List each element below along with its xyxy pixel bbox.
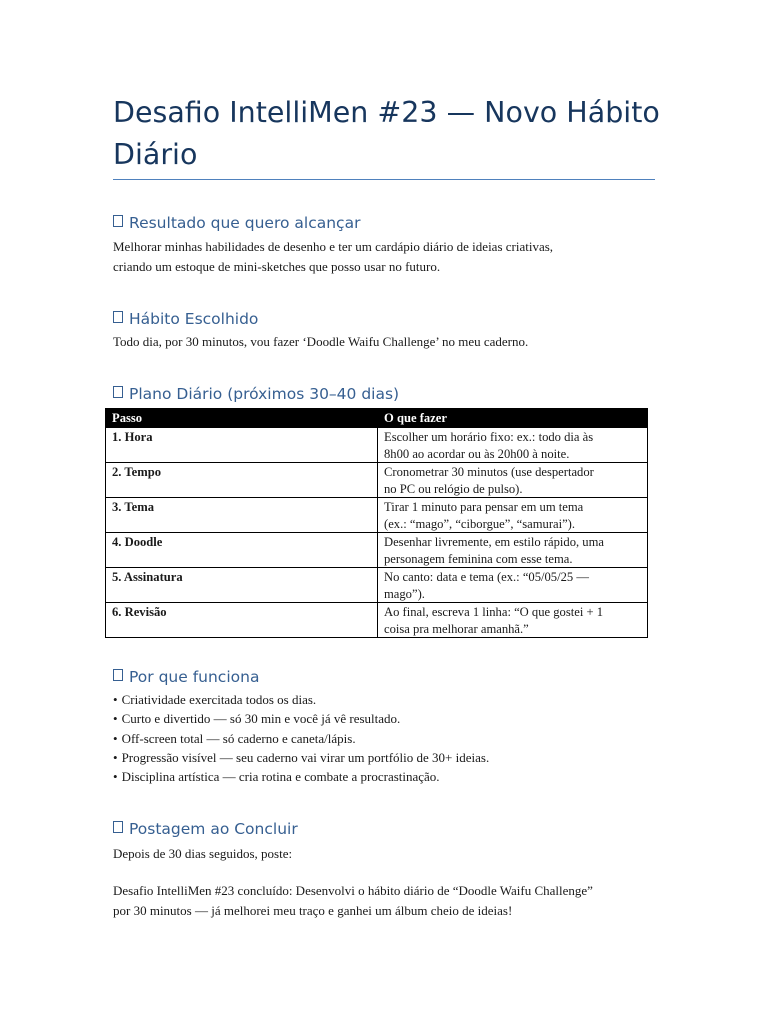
list-item-text: Off-screen total — só caderno e caneta/lápis. (121, 730, 356, 746)
action-line: personagem feminina com esse tema. (384, 551, 573, 566)
step-cell: 1. Hora (106, 428, 378, 463)
action-line: (ex.: “mago”, “ciborgue”, “samurai”). (384, 516, 576, 531)
bullet-icon: • (113, 769, 118, 785)
action-line: coisa pra melhorar amanhã.” (384, 621, 529, 636)
title-underline (113, 179, 655, 180)
list-item (113, 767, 489, 786)
action-line: Escolher um horário fixo: ex.: todo dia às (384, 430, 594, 444)
document-title: Desafio IntelliMen #23 — Novo Hábito Diário (113, 96, 660, 171)
heading-porque-text: Por que funciona (129, 668, 260, 686)
postagem-line-1: Desafio IntelliMen #23 concluído: Desenvolvi o hábito diário de “Doodle Waifu Challenge” (113, 883, 593, 898)
heading-plano (113, 383, 399, 405)
action-line: Desenhar livremente, em estilo rápido, uma (384, 535, 604, 549)
action-cell (378, 463, 648, 498)
heading-porque (113, 666, 259, 688)
resultado-line-2: criando um estoque de mini-sketches que posso usar no futuro. (113, 259, 441, 274)
action-line: 8h00 ao acordar ou às 20h00 à noite. (384, 446, 570, 461)
step-cell: 4. Doodle (106, 533, 378, 568)
calendar-icon (113, 383, 124, 405)
heading-plano-text: Plano Diário (próximos 30–40 dias) (129, 385, 400, 403)
step-cell: 3. Tema (106, 498, 378, 533)
list-item (113, 709, 489, 728)
resultado-line-1: Melhorar minhas habilidades de desenho e ter um cardápio diário de ideias criativas, (113, 239, 554, 254)
list-item (113, 690, 489, 709)
table-row (106, 533, 648, 568)
action-cell (378, 498, 648, 533)
table-row (106, 463, 648, 498)
pencil-icon (113, 308, 124, 330)
bullet-icon: • (113, 692, 118, 707)
step-cell: 2. Tempo (106, 463, 378, 498)
postagem-intro: Depois de 30 dias seguidos, poste: (113, 846, 293, 861)
list-item-text: Disciplina artística — cria rotina e combate a procrastinação. (121, 769, 440, 785)
lightbulb-icon (113, 666, 124, 688)
benefits-list (113, 690, 489, 786)
table-row (106, 603, 648, 638)
column-header-passo: Passo (106, 409, 378, 428)
bullet-icon: • (113, 711, 118, 727)
action-cell (378, 568, 648, 603)
action-cell (378, 603, 648, 638)
table-row (106, 428, 648, 463)
bullet-icon: • (113, 749, 118, 765)
step-cell: 5. Assinatura (106, 568, 378, 603)
heading-postagem (113, 818, 298, 840)
heading-resultado (113, 212, 360, 234)
table-row (106, 498, 648, 533)
heading-resultado-text: Resultado que quero alcançar (129, 214, 361, 232)
heading-postagem-text: Postagem ao Concluir (129, 820, 298, 838)
action-line: mago”). (384, 586, 425, 601)
action-line: Ao final, escreva 1 linha: “O que gostei + 1 (384, 605, 604, 619)
postagem-line-2: por 30 minutos — já melhorei meu traço e ganhei um álbum cheio de ideias! (113, 903, 513, 918)
column-header-o-que-fazer: O que fazer (378, 409, 648, 428)
action-line: Tirar 1 minuto para pensar em um tema (384, 500, 584, 514)
list-item-text: Criatividade exercitada todos os dias. (121, 692, 317, 707)
action-line: No canto: data e tema (ex.: “05/05/25 — (384, 570, 589, 584)
bullet-icon: • (113, 730, 118, 746)
list-item (113, 748, 489, 767)
action-line: Cronometrar 30 minutos (use despertador (384, 465, 594, 479)
list-item-text: Curto e divertido — só 30 min e você já vê resultado. (121, 711, 401, 727)
table-header-row (106, 409, 648, 428)
plan-table (105, 408, 648, 638)
list-item (113, 729, 489, 748)
step-cell: 6. Revisão (106, 603, 378, 638)
habito-text: Todo dia, por 30 minutos, vou fazer ‘Doodle Waifu Challenge’ no meu caderno. (113, 334, 529, 349)
heading-habito (113, 308, 258, 330)
heading-habito-text: Hábito Escolhido (129, 310, 259, 328)
table-row (106, 568, 648, 603)
target-icon (113, 212, 124, 234)
megaphone-icon (113, 818, 124, 840)
list-item-text: Progressão visível — seu caderno vai virar um portfólio de 30+ ideias. (121, 749, 490, 765)
action-cell (378, 533, 648, 568)
action-line: no PC ou relógio de pulso). (384, 481, 523, 496)
action-cell (378, 428, 648, 463)
